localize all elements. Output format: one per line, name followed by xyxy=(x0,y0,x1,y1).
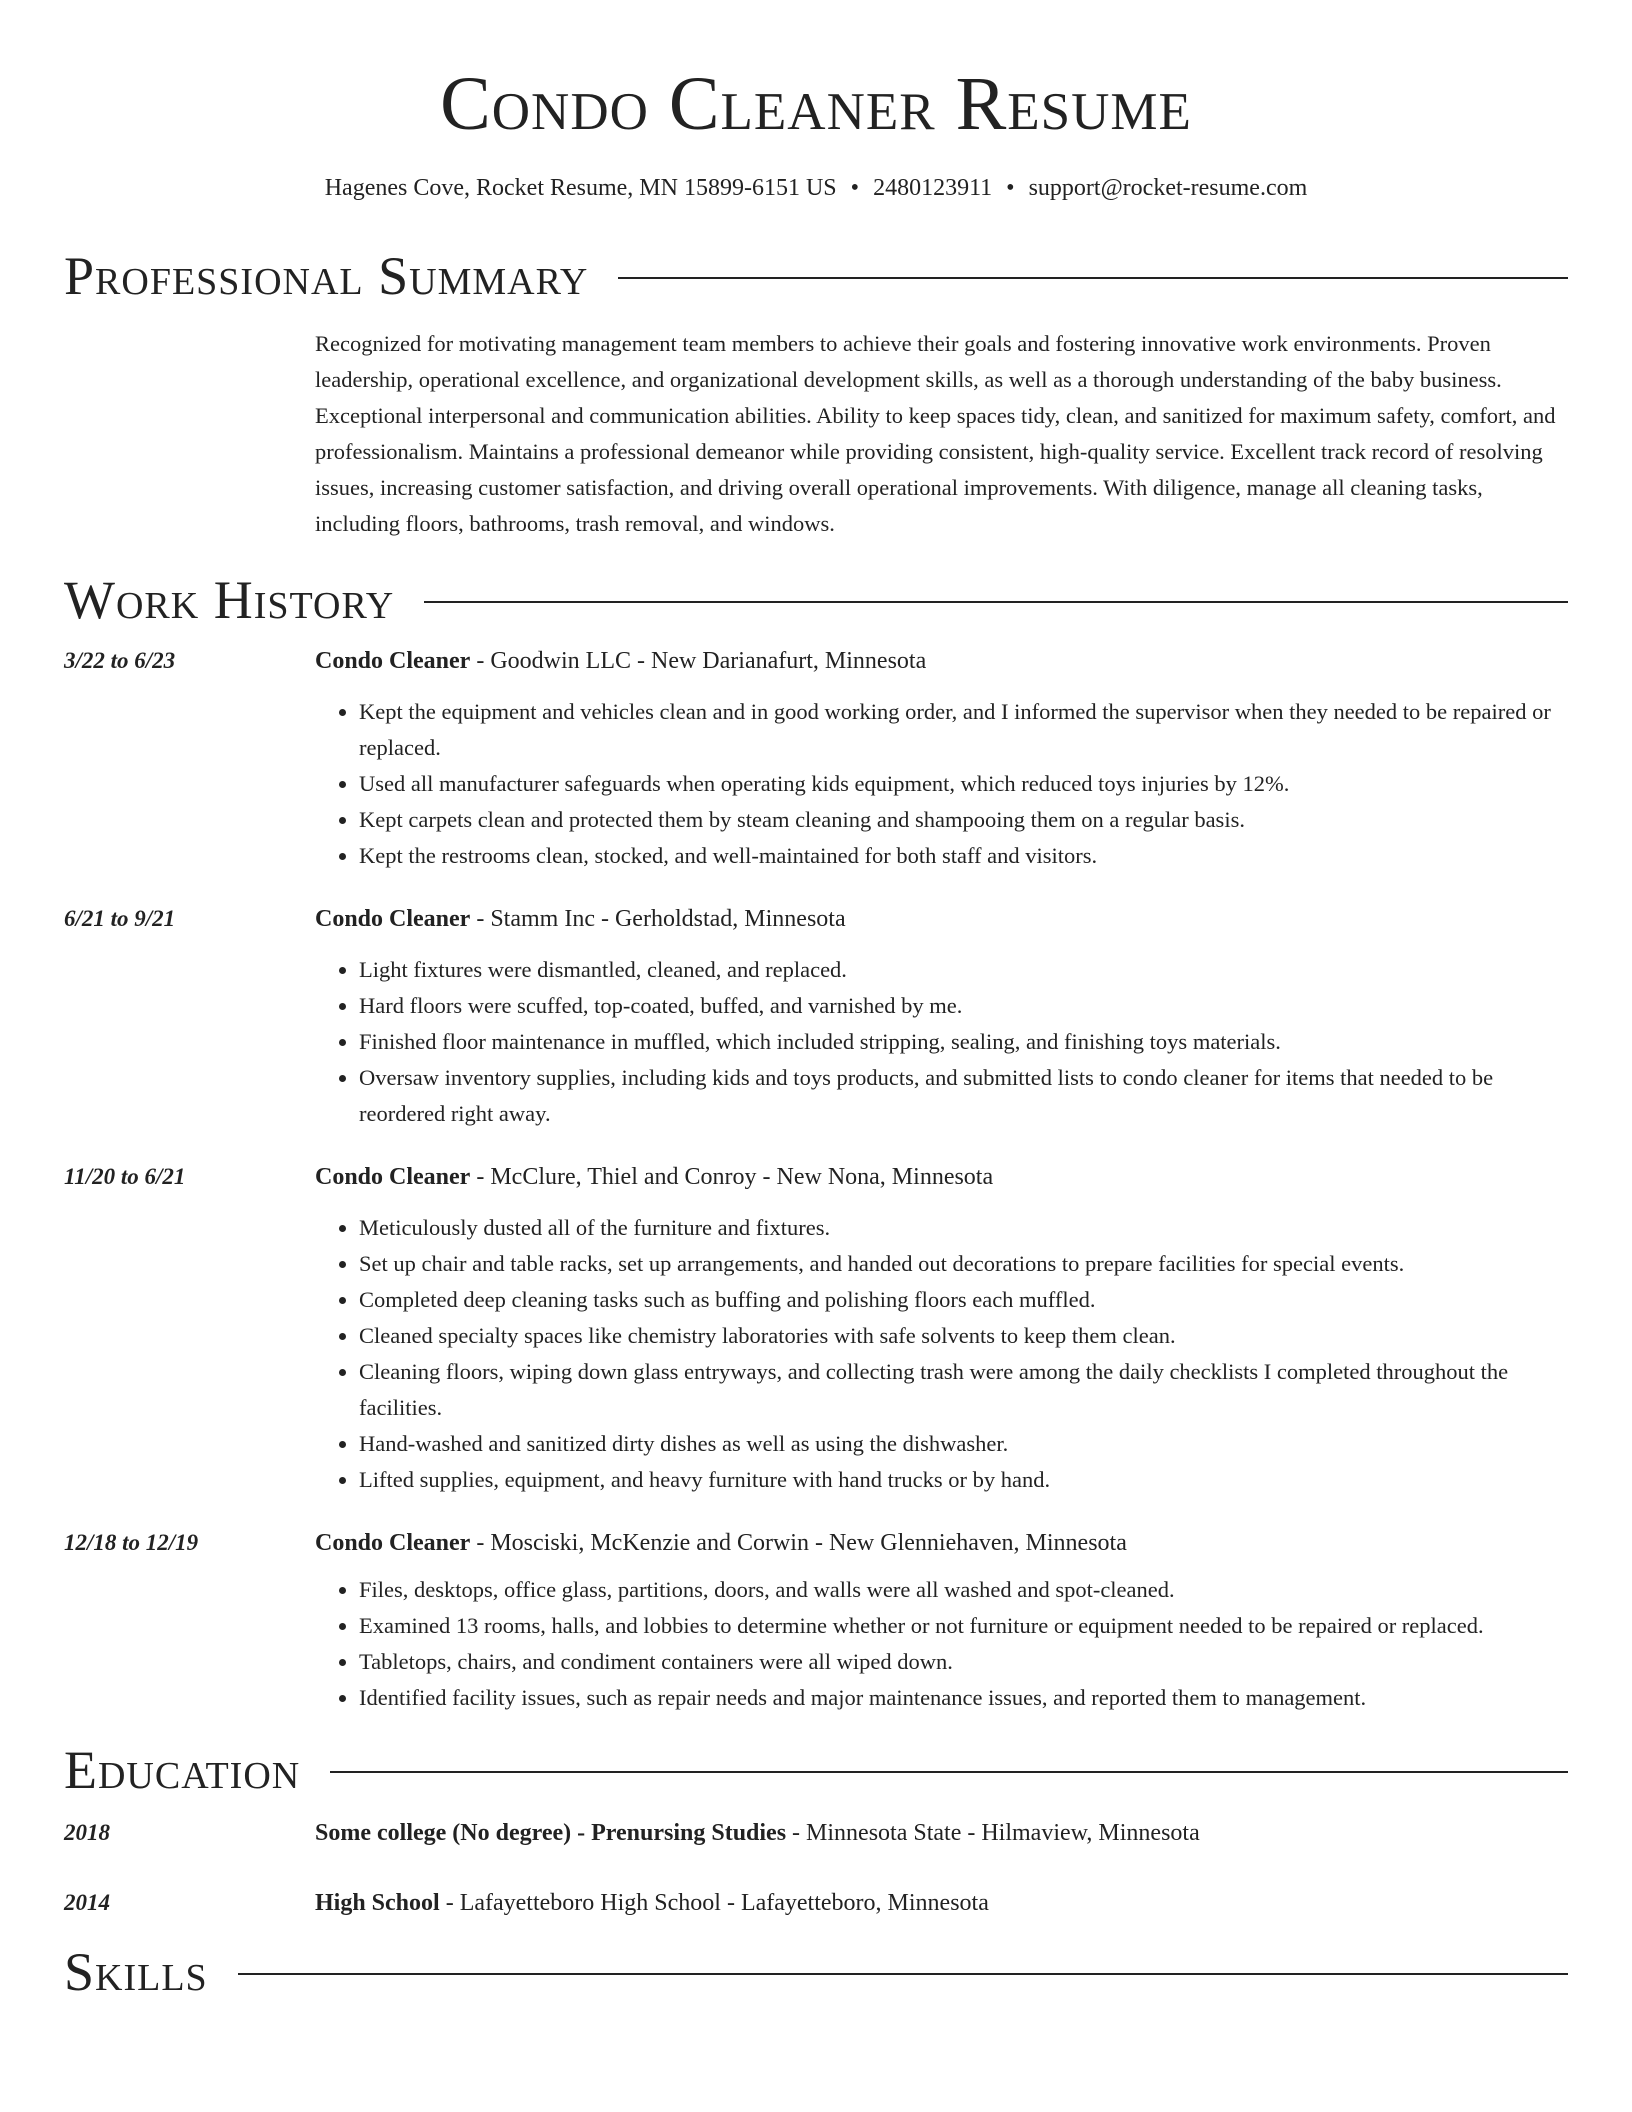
skills-section-header xyxy=(64,1940,1568,2004)
education-text xyxy=(315,1816,1200,1850)
list-item: • Files, desktops, office glass, partitions, doors, and walls were all washed and spot-cleaned. xyxy=(359,1572,1568,1608)
education-details: - Lafayetteboro High School - Lafayetteboro, Minnesota xyxy=(439,1890,989,1916)
work-entry xyxy=(64,902,1568,1132)
section-divider xyxy=(238,1973,1568,1975)
education-entry xyxy=(64,1886,1568,1920)
work-entry xyxy=(64,1526,1568,1716)
education-date: 2018 xyxy=(64,1820,110,1845)
section-title-work: Work History xyxy=(64,570,395,630)
work-bullets xyxy=(315,694,1568,874)
work-heading xyxy=(315,1160,1568,1194)
work-bullets xyxy=(315,1572,1568,1716)
list-item: • Hand-washed and sanitized dirty dishes as well as using the dishwasher. xyxy=(359,1426,1568,1462)
work-body xyxy=(315,1526,1568,1716)
work-details: - McClure, Thiel and Conroy - New Nona, Minnesota xyxy=(470,1164,994,1190)
work-role: Condo Cleaner xyxy=(315,648,471,674)
work-body xyxy=(315,644,1568,874)
list-item: • Identified facility issues, such as repair needs and major maintenance issues, and reported them to management. xyxy=(359,1680,1568,1716)
work-heading xyxy=(315,902,1568,936)
contact-phone: 2480123911 xyxy=(873,175,993,201)
work-date: 6/21 to 9/21 xyxy=(64,906,176,931)
list-item: • Light fixtures were dismantled, cleaned, and replaced. xyxy=(359,952,1568,988)
education-text xyxy=(315,1886,989,1920)
work-details: - Goodwin LLC - New Darianafurt, Minnesota xyxy=(470,648,927,674)
list-item: • Cleaned specialty spaces like chemistry laboratories with safe solvents to keep them clean. xyxy=(359,1318,1568,1354)
contact-email[interactable]: support@rocket-resume.com xyxy=(1028,175,1308,201)
section-divider xyxy=(424,601,1568,603)
list-item: • Oversaw inventory supplies, including kids and toys products, and submitted lists to condo cleaner for items that needed to be reordered right away. xyxy=(359,1060,1568,1132)
list-item: • Kept the equipment and vehicles clean and in good working order, and I informed the supervisor when they needed to be repaired or replaced. xyxy=(359,694,1568,766)
list-item: • Hard floors were scuffed, top-coated, buffed, and varnished by me. xyxy=(359,988,1568,1024)
section-divider xyxy=(330,1771,1568,1773)
contact-line xyxy=(64,172,1568,204)
list-item: • Used all manufacturer safeguards when operating kids equipment, which reduced toys injuries by 12%. xyxy=(359,766,1568,802)
education-details: - Minnesota State - Hilmaview, Minnesota xyxy=(786,1820,1200,1846)
summary-text: Recognized for motivating management team members to achieve their goals and fostering innovative work environments. Proven leadership, operational excellence, and organizational development skills, as well as a thorough understanding of the baby business. Exceptional interpersonal and communication abilities. Ability to keep spaces tidy, clean, and sanitized for maximum safety, comfort, and professionalism. Maintains a professional demeanor while providing consistent, high-quality service. Excellent track record of resolving issues, increasing customer satisfaction, and driving overall operational improvements. With diligence, manage all cleaning tasks, including floors, bathrooms, trash removal, and windows. xyxy=(315,331,1556,536)
list-item: • Examined 13 rooms, halls, and lobbies to determine whether or not furniture or equipment needed to be repaired or replaced. xyxy=(359,1608,1568,1644)
education-degree: High School xyxy=(315,1890,440,1916)
work-date: 11/20 to 6/21 xyxy=(64,1164,186,1189)
work-section-header xyxy=(64,568,1568,632)
section-divider xyxy=(618,277,1568,279)
work-details: - Stamm Inc - Gerholdstad, Minnesota xyxy=(470,906,846,932)
list-item: • Kept carpets clean and protected them by steam cleaning and shampooing them on a regular basis. xyxy=(359,802,1568,838)
list-item: • Cleaning floors, wiping down glass entryways, and collecting trash were among the daily checklists I completed throughout the facilities. xyxy=(359,1354,1568,1426)
list-item: • Completed deep cleaning tasks such as buffing and polishing floors each muffled. xyxy=(359,1282,1568,1318)
list-item: • Finished floor maintenance in muffled, which included stripping, sealing, and finishing toys materials. xyxy=(359,1024,1568,1060)
contact-separator: • xyxy=(1006,175,1015,201)
education-date: 2014 xyxy=(64,1890,110,1915)
list-item: • Tabletops, chairs, and condiment containers were all wiped down. xyxy=(359,1644,1568,1680)
work-role: Condo Cleaner xyxy=(315,1530,471,1556)
work-heading xyxy=(315,644,1568,678)
work-role: Condo Cleaner xyxy=(315,906,471,932)
work-entry xyxy=(64,1160,1568,1498)
contact-address: Hagenes Cove, Rocket Resume, MN 15899-6151 US xyxy=(324,175,837,201)
section-title-skills: Skills xyxy=(64,1942,208,2002)
work-details: - Mosciski, McKenzie and Corwin - New Glenniehaven, Minnesota xyxy=(470,1530,1127,1556)
work-bullets xyxy=(315,1210,1568,1498)
education-section-header xyxy=(64,1738,1568,1802)
work-body xyxy=(315,902,1568,1132)
list-item: • Set up chair and table racks, set up arrangements, and handed out decorations to prepare facilities for special events. xyxy=(359,1246,1568,1282)
contact-separator: • xyxy=(850,175,860,201)
list-item: • Meticulously dusted all of the furniture and fixtures. xyxy=(359,1210,1568,1246)
list-item: • Kept the restrooms clean, stocked, and well-maintained for both staff and visitors. xyxy=(359,838,1568,874)
work-body xyxy=(315,1160,1568,1498)
section-title-education: Education xyxy=(64,1740,301,1800)
resume-title: Condo Cleaner Resume xyxy=(440,62,1192,146)
work-date: 3/22 to 6/23 xyxy=(64,648,176,673)
work-heading xyxy=(315,1526,1568,1560)
list-item: • Lifted supplies, equipment, and heavy furniture with hand trucks or by hand. xyxy=(359,1462,1568,1498)
summary-section-header xyxy=(64,244,1568,308)
work-role: Condo Cleaner xyxy=(315,1164,471,1190)
work-bullets xyxy=(315,952,1568,1132)
section-title-summary: Professional Summary xyxy=(64,246,589,306)
education-degree: Some college (No degree) - Prenursing Studies xyxy=(315,1820,787,1846)
work-date: 12/18 to 12/19 xyxy=(64,1530,199,1555)
education-entry xyxy=(64,1816,1568,1850)
work-entry xyxy=(64,644,1568,874)
